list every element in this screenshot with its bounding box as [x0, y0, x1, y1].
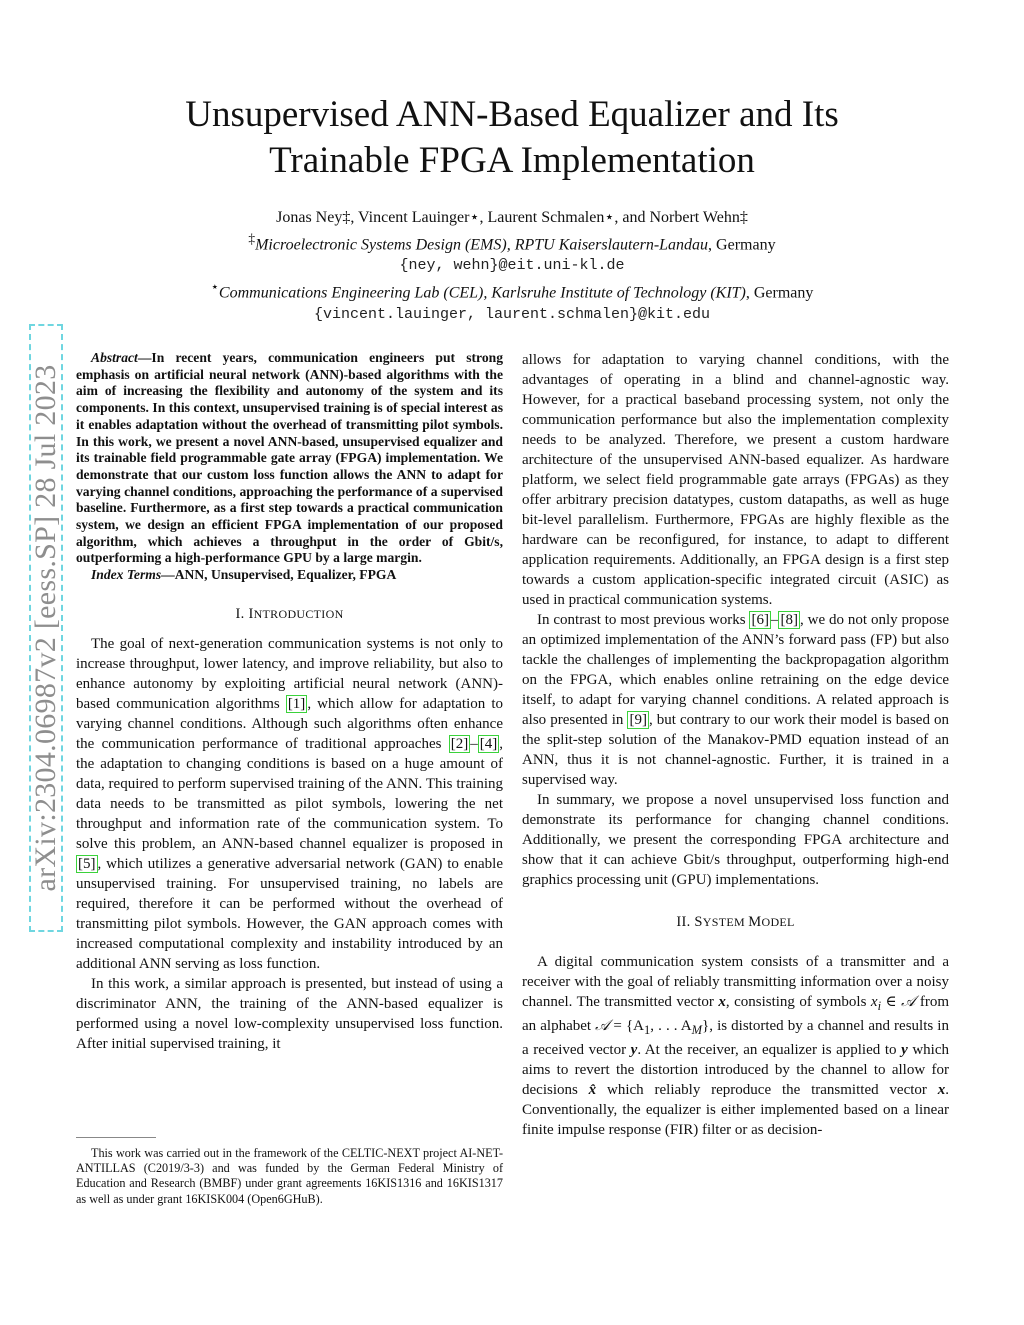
email-1: {ney, wehn}@eit.uni-kl.de: [399, 257, 625, 275]
abstract: Abstract—In recent years, communication engineers put strong emphasis on artificial neural network (ANN)-based algorithms with the aim of increasing the flexibility and autonomy of the system and its components. In this context, unsupervised training is of special interest as it enables adaptation without the overhead of transmitting pilot symbols. In this work, we present a novel ANN-based, unsupervised equalizer and its trainable field programmable gate array (FPGA) implementation. We demonstrate that our custom loss function allows the ANN to adapt for varying channel conditions, approaching the performance of a supervised baseline. Furthermore, as a first step towards a practical communication system, we design an efficient FPGA implementation of our proposed algorithm, which achieves a throughput in the order of Gbit/s, outperforming a high-performance GPU by a large margin.: [76, 350, 503, 566]
citation-link[interactable]: [4]: [479, 735, 498, 752]
title-line-2: Trainable FPGA Implementation: [269, 140, 755, 181]
index-terms: Index Terms—ANN, Unsupervised, Equalizer, FPGA: [91, 567, 397, 583]
citation-link[interactable]: [9]: [629, 712, 647, 728]
author-names: Jonas Ney‡, Vincent Lauinger⋆, Laurent Schmalen⋆, and Norbert Wehn‡: [276, 209, 748, 226]
arxiv-identifier: arXiv:2304.06987v2 [eess.SP] 28 Jul 2023: [29, 364, 62, 892]
citation-link[interactable]: [8]: [780, 612, 798, 628]
left-column: [76, 350, 503, 1054]
author-block: [0, 207, 1024, 325]
paper-title: [0, 92, 1024, 184]
affiliation-2: ⋆Communications Engineering Lab (CEL), Karlsruhe Institute of Technology (KIT), Germany: [210, 279, 814, 302]
email-2: {vincent.lauinger, laurent.schmalen}@kit.edu: [313, 305, 711, 323]
title-line-1: Unsupervised ANN-Based Equalizer and Its: [185, 94, 839, 135]
footnote-rule: [76, 1137, 156, 1138]
citation-link[interactable]: [2]: [450, 735, 469, 752]
system-model-paragraph: A digital communication system consists of a transmitter and a receiver with the goal of reliably transmitting information over a noisy channel. The transmitted vector x, consisting of symbols $x_i$ ∈ 𝒜 from an alphabet 𝒜 = {$A_1$, . . . $A_M$}, is distorted by a channel and results in a received vector y. At the receiver, an equalizer is applied to y which aims to revert the distortion introduced by the channel to allow for decisions x̂ which reliably reproduce the transmitted vector x. Conventionally, the equalizer is either implemented based on a linear finite impulse response (FIR) filter or as decision-: [522, 954, 949, 1138]
section-heading-introduction: I. INTRODUCTION: [235, 605, 344, 622]
abstract-label: Abstract: [91, 350, 138, 365]
intro-paragraph-2: In this work, a similar approach is presented, but instead of using a discriminator ANN, the training of the ANN-based equalizer is performed using a novel low-complexity unsupervised loss function. After initial supervised training, it: [76, 975, 503, 1052]
right-paragraph-3: In summary, we propose a novel unsupervised loss function and demonstrate its performance for changing channel conditions. Additionally, we present the corresponding FPGA architecture and show that it can achieve Gbit/s throughput, outperforming high-end graphics processing unit (GPU) implementations.: [522, 792, 949, 888]
citation-link[interactable]: [1]: [287, 695, 306, 712]
citation-link[interactable]: [6]: [751, 612, 769, 628]
right-column: [522, 350, 949, 1140]
arxiv-sidebar-link[interactable]: [29, 324, 63, 932]
right-paragraph-2: In contrast to most previous works [6] – [8] , we do not only propose an optimized implementation of the ANN’s forward pass (FP) but also tackle the challenges of implementing the backpropagation algorithm on the FPGA, which enables online retraining on the edge device itself, to adapt for varying channel conditions. A related approach is also presented in [9] , but contrary to our work their model is based on the split-step solution of the Manakov-PMD equation instead of an ANN, thus it is not channel-agnostic. Further, it is trained in a supervised way.: [522, 612, 949, 788]
intro-paragraph-1: The goal of next-generation communication systems is not only to increase throughput, lower latency, and improve reliability, but also to enhance autonomy by exploiting artificial neural network (ANN)-based communication algorithms [1] , which allow for adaptation to varying channel conditions. Although such algorithms often enhance the communication performance of traditional approaches [2] – [4] , the adaptation to changing conditions is based on a huge amount of data, required to perform supervised training of the ANN. This training data needs to be transmitted as pilot symbols, lowering the net throughput and information rate of the communication system. To solve this problem, an ANN-based channel equalizer is proposed in [5] , which utilizes a generative adversarial network (GAN) to enable unsupervised training. For unsupervised training, no labels are required, therefore it can be performed without the overhead of transmitting pilot symbols. However, the GAN approach comes with increased computational complexity and instability introduced by an additional ANN serving as loss function.: [76, 635, 503, 972]
footnote: This work was carried out in the framework of the CELTIC-NEXT project AI-NET-ANTILLAS (C2019/3-3) and was funded by the German Federal Ministry of Education and Research (BMBF) under grant agreements 16KIS1316 and 16KIS1317 as well as under grant 16KISK004 (Open6GHuB).: [76, 1146, 503, 1207]
citation-link[interactable]: [5]: [78, 855, 96, 872]
right-paragraph-1: allows for adaptation to varying channel conditions, with the advantages of operating in a blind and channel-agnostic way. However, for a practical baseband processing system, not only the communication performance but also the implementation complexity needs to be analyzed. Therefore, we present a custom hardware architecture of the unsupervised ANN-based equalizer. As hardware platform, we select field programmable gate arrays (FPGAs) as they offer arbitrary precision datatypes, custom datapaths, as well as huge bit-level parallelism. Furthermore, FPGAs are highly flexible as the hardware can be reconfigured, for instance, to adapt to different application requirements. Additionally, an FPGA design is a first step towards a custom application-specific integrated circuit (ASIC) as used in practical communication systems.: [522, 352, 949, 608]
section-heading-system-model: II. SYSTEM MODEL: [676, 914, 795, 930]
affiliation-1: ‡Microelectronic Systems Design (EMS), RPTU Kaiserslautern-Landau, Germany: [248, 231, 776, 254]
